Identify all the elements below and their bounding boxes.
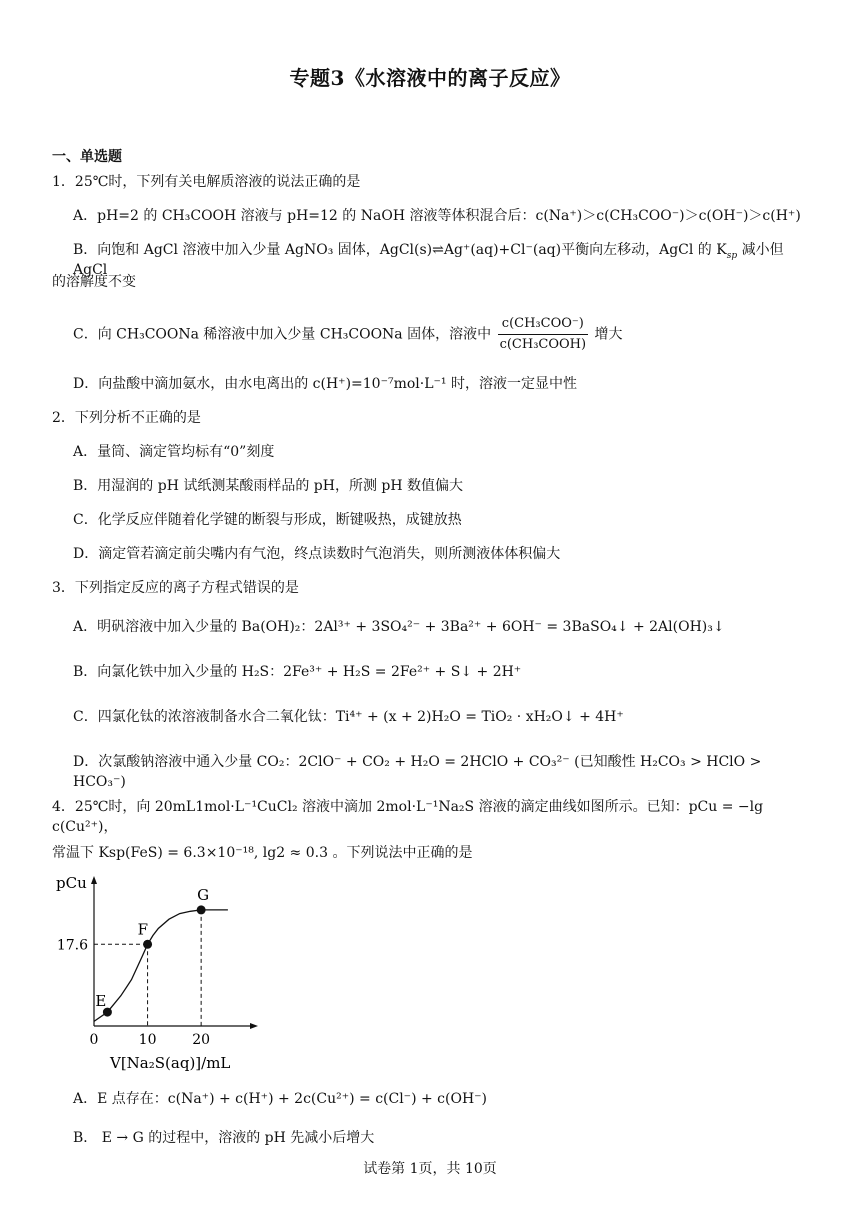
q1-option-b-cont: 的溶解度不变 — [52, 274, 136, 290]
q2-stem: 2．下列分析不正确的是 — [52, 410, 201, 426]
point-label-f: F — [137, 920, 148, 939]
point-label-e: E — [95, 992, 107, 1011]
q2-option-a: A．量筒、滴定管均标有“0”刻度 — [73, 444, 275, 460]
q2-option-c: C．化学反应伴随着化学键的断裂与形成，断键吸热，成键放热 — [73, 512, 462, 528]
q1-option-b-text-2: 减小但 AgCl — [73, 242, 784, 278]
q1-option-c-fraction — [498, 314, 589, 355]
y-axis-label: pCu — [56, 874, 87, 892]
titration-curve — [94, 910, 228, 1022]
q1-option-b-sub: sp — [726, 250, 738, 261]
q3-option-d: D．次氯酸钠溶液中通入少量 CO₂：2ClO⁻ + CO₂ + H₂O = 2HClO + CO₃²⁻ (已知酸性 H₂CO₃ > HClO > HCO₃⁻) — [73, 754, 762, 790]
x-tick-label: 10 — [138, 1032, 157, 1048]
q3-option-a: A．明矾溶液中加入少量的 Ba(OH)₂：2Al³⁺ + 3SO₄²⁻ + 3Ba²⁺ + 6OH⁻ = 3BaSO₄↓ + 2Al(OH)₃↓ — [73, 619, 725, 635]
x-axis-label: V[Na₂S(aq)]/mL — [110, 1054, 231, 1072]
q1-option-c-pre: C．向 CH₃COONa 稀溶液中加入少量 CH₃COONa 固体，溶液中 — [73, 326, 492, 343]
fraction-numerator: c(CH₃COO⁻) — [498, 314, 589, 335]
page-title: 专题3《水溶液中的离子反应》 — [289, 66, 571, 90]
y-axis-arrow — [91, 876, 97, 884]
q1-option-c-post: 增大 — [594, 326, 623, 343]
point-label-g: G — [197, 885, 210, 904]
section-heading: 一、单选题 — [52, 149, 122, 165]
page-footer: 试卷第 1页，共 10页 — [363, 1161, 497, 1177]
q1-option-b-text: B．向饱和 AgCl 溶液中加入少量 AgNO₃ 固体，AgCl(s)⇌Ag⁺(aq)+Cl⁻(aq)平衡向左移动，AgCl 的 K — [73, 242, 727, 258]
q1-option-a: A．pH=2 的 CH₃COOH 溶液与 pH=12 的 NaOH 溶液等体积混合后：c(Na⁺)＞c(CH₃COO⁻)＞c(OH⁻)＞c(H⁺) — [73, 208, 801, 224]
q1-option-c — [73, 314, 813, 355]
titration-chart — [52, 872, 262, 1072]
data-point-g — [197, 905, 206, 914]
data-point-f — [143, 940, 152, 949]
q4-option-b: B． E → G 的过程中，溶液的 pH 先减小后增大 — [73, 1130, 375, 1146]
q3-option-b: B．向氯化铁中加入少量的 H₂S：2Fe³⁺ + H₂S = 2Fe²⁺ + S↓ + 2H⁺ — [73, 664, 522, 680]
q2-option-b: B．用湿润的 pH 试纸测某酸雨样品的 pH，所测 pH 数值偏大 — [73, 478, 464, 494]
q1-option-d: D．向盐酸中滴加氨水，由水电离出的 c(H⁺)=10⁻⁷mol·L⁻¹ 时，溶液一定显中性 — [73, 376, 577, 392]
y-tick-label: 17.6 — [56, 937, 88, 954]
q4-stem-cont: 常温下 Ksp(FeS) = 6.3×10⁻¹⁸, lg2 ≈ 0.3 。下列说法中正确的是 — [52, 845, 473, 861]
x-axis-arrow — [250, 1023, 258, 1029]
q1-stem: 1．25℃时，下列有关电解质溶液的说法正确的是 — [52, 174, 361, 190]
x-tick-label: 0 — [89, 1032, 99, 1048]
q3-option-c: C．四氯化钛的浓溶液制备水合二氧化钛：Ti⁴⁺ + (x + 2)H₂O = TiO₂ · xH₂O↓ + 4H⁺ — [73, 709, 624, 725]
q4-stem: 4．25℃时，向 20mL1mol·L⁻¹CuCl₂ 溶液中滴加 2mol·L⁻¹Na₂S 溶液的滴定曲线如图所示。已知：pCu = −lg c(Cu²⁺)， — [52, 799, 764, 835]
q4-option-a: A．E 点存在：c(Na⁺) + c(H⁺) + 2c(Cu²⁺) = c(Cl⁻) + c(OH⁻) — [73, 1091, 488, 1107]
q3-stem: 3．下列指定反应的离子方程式错误的是 — [52, 580, 299, 596]
fraction-denominator: c(CH₃COOH) — [499, 337, 587, 352]
q2-option-d: D．滴定管若滴定前尖嘴内有气泡，终点读数时气泡消失，则所测液体体积偏大 — [73, 546, 561, 562]
x-tick-label: 20 — [192, 1032, 211, 1048]
